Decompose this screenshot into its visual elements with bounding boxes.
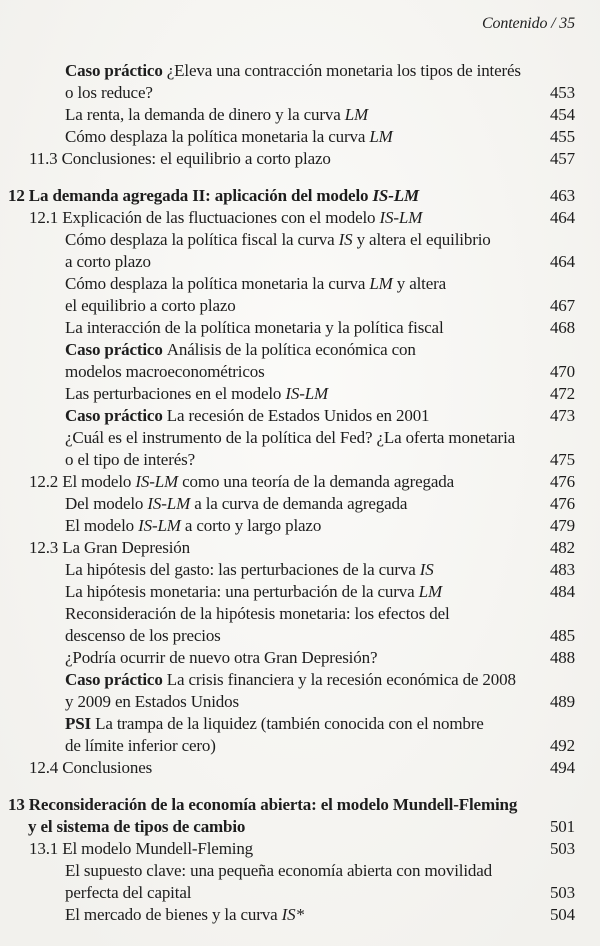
toc-line-page-number: 494	[549, 758, 575, 777]
toc-line-text: 11.3 Conclusiones: el equilibrio a corto plazo	[29, 149, 331, 168]
toc-line-text: descenso de los precios	[65, 626, 221, 645]
toc-line	[0, 860, 600, 882]
toc-line-text: Caso práctico La crisis financiera y la recesión económica de 2008	[65, 670, 516, 689]
toc-line	[0, 273, 600, 295]
table-of-contents	[0, 60, 600, 926]
toc-line	[0, 207, 600, 229]
toc-line-page-number: 455	[549, 127, 575, 146]
toc-line	[0, 185, 600, 207]
toc-line	[0, 383, 600, 405]
toc-line-text: a corto plazo	[65, 252, 151, 271]
toc-line-text: Las perturbaciones en el modelo IS-LM	[65, 384, 329, 403]
toc-line-page-number: 470	[549, 362, 575, 381]
toc-line	[0, 603, 600, 625]
toc-line-text: El modelo IS-LM a corto y largo plazo	[65, 516, 322, 535]
toc-line	[0, 669, 600, 691]
toc-line-page-number: 479	[549, 516, 575, 535]
toc-line	[0, 691, 600, 713]
toc-line	[0, 713, 600, 735]
toc-line-text: Caso práctico Análisis de la política económica con	[65, 340, 416, 359]
toc-line-page-number: 468	[549, 318, 575, 337]
toc-line-page-number: 503	[549, 883, 575, 902]
toc-line	[0, 427, 600, 449]
toc-line-page-number: 484	[549, 582, 575, 601]
toc-line-text: PSI La trampa de la liquidez (también conocida con el nombre	[65, 714, 484, 733]
toc-line	[0, 838, 600, 860]
toc-line-text: 13.1 El modelo Mundell-Fleming	[29, 839, 254, 858]
toc-line-text: ¿Podría ocurrir de nuevo otra Gran Depresión?	[65, 648, 378, 667]
toc-line	[0, 339, 600, 361]
toc-line-page-number: 488	[549, 648, 575, 667]
toc-line	[0, 816, 600, 838]
toc-line-text: 12.4 Conclusiones	[29, 758, 153, 777]
toc-line-text: Cómo desplaza la política monetaria la curva LM	[65, 127, 393, 146]
toc-line-text: 12 La demanda agregada II: aplicación del modelo IS-LM	[8, 186, 419, 205]
toc-line-text: 12.1 Explicación de las fluctuaciones con el modelo IS-LM	[29, 208, 423, 227]
toc-line-text: 13 Reconsideración de la economía abierta: el modelo Mundell-Fleming	[8, 795, 518, 814]
toc-line-page-number: 489	[549, 692, 575, 711]
toc-line-page-number: 476	[549, 494, 575, 513]
toc-line-text: ¿Cuál es el instrumento de la política del Fed? ¿La oferta monetaria	[65, 428, 516, 447]
toc-line	[0, 60, 600, 82]
toc-line	[0, 581, 600, 603]
toc-line	[0, 295, 600, 317]
toc-line-text: Del modelo IS-LM a la curva de demanda agregada	[65, 494, 408, 513]
toc-line-text: o el tipo de interés?	[65, 450, 195, 469]
toc-line-page-number: 501	[549, 817, 575, 836]
toc-line-text: Caso práctico La recesión de Estados Unidos en 2001	[65, 406, 430, 425]
toc-line	[0, 405, 600, 427]
toc-line-page-number: 473	[549, 406, 575, 425]
toc-line	[0, 882, 600, 904]
toc-line	[0, 361, 600, 383]
toc-line-page-number: 475	[549, 450, 575, 469]
toc-line-page-number: 476	[549, 472, 575, 491]
toc-line-page-number: 503	[549, 839, 575, 858]
toc-line-page-number: 453	[549, 83, 575, 102]
toc-line	[0, 515, 600, 537]
toc-line	[0, 794, 600, 816]
toc-line-text: 12.3 La Gran Depresión	[29, 538, 190, 557]
toc-line-text: La interacción de la política monetaria y la política fiscal	[65, 318, 444, 337]
toc-line-text: La hipótesis del gasto: las perturbaciones de la curva IS	[65, 560, 434, 579]
toc-line-text: La hipótesis monetaria: una perturbación de la curva LM	[65, 582, 442, 601]
toc-line	[0, 82, 600, 104]
toc-line	[0, 735, 600, 757]
toc-line-page-number: 472	[549, 384, 575, 403]
toc-line	[0, 904, 600, 926]
toc-line	[0, 647, 600, 669]
toc-line	[0, 126, 600, 148]
toc-line	[0, 537, 600, 559]
toc-line	[0, 471, 600, 493]
toc-line-text: Cómo desplaza la política fiscal la curva IS y altera el equilibrio	[65, 230, 491, 249]
toc-line-text: Caso práctico ¿Eleva una contracción monetaria los tipos de interés	[65, 61, 521, 80]
toc-line	[0, 229, 600, 251]
toc-line-page-number: 454	[549, 105, 575, 124]
toc-line-page-number: 457	[549, 149, 575, 168]
toc-line	[0, 251, 600, 273]
toc-line	[0, 757, 600, 779]
toc-line-page-number: 463	[549, 186, 575, 205]
toc-line-page-number: 485	[549, 626, 575, 645]
toc-line-text: La renta, la demanda de dinero y la curva LM	[65, 105, 369, 124]
toc-line-page-number: 467	[549, 296, 575, 315]
toc-line-text: de límite inferior cero)	[65, 736, 216, 755]
running-head: Contenido / 35	[481, 15, 575, 32]
toc-line-page-number: 464	[549, 252, 575, 271]
toc-line-page-number: 483	[549, 560, 575, 579]
toc-line-page-number: 504	[549, 905, 575, 924]
toc-line-text: y el sistema de tipos de cambio	[28, 817, 246, 836]
toc-line-text: Cómo desplaza la política monetaria la curva LM y altera	[65, 274, 447, 293]
toc-line	[0, 449, 600, 471]
toc-line	[0, 493, 600, 515]
toc-line-page-number: 482	[549, 538, 575, 557]
toc-line-text: El supuesto clave: una pequeña economía abierta con movilidad	[65, 861, 493, 880]
toc-line	[0, 104, 600, 126]
toc-line-text: modelos macroeconométricos	[65, 362, 265, 381]
toc-line	[0, 148, 600, 170]
toc-line	[0, 559, 600, 581]
toc-line-page-number: 492	[549, 736, 575, 755]
toc-line-text: perfecta del capital	[65, 883, 192, 902]
toc-line	[0, 317, 600, 339]
toc-line-text: o los reduce?	[65, 83, 153, 102]
toc-line-text: Reconsideración de la hipótesis monetaria: los efectos del	[65, 604, 450, 623]
toc-line-text: 12.2 El modelo IS-LM como una teoría de la demanda agregada	[29, 472, 454, 491]
toc-line	[0, 625, 600, 647]
toc-line-text: y 2009 en Estados Unidos	[65, 692, 239, 711]
toc-line-page-number: 464	[549, 208, 575, 227]
toc-line-text: El mercado de bienes y la curva IS*	[65, 905, 304, 924]
toc-line-text: el equilibrio a corto plazo	[65, 296, 236, 315]
